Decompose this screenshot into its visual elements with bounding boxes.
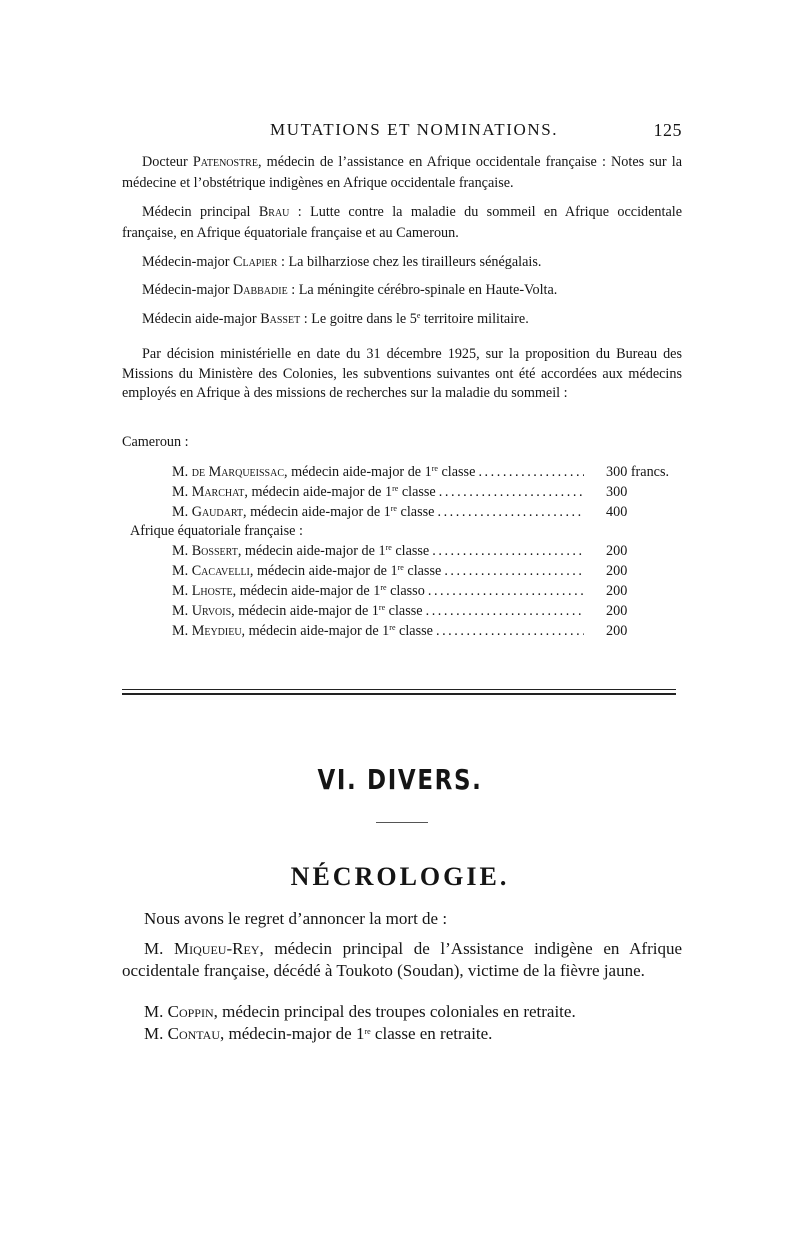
award-amount: 200 bbox=[606, 603, 628, 619]
award-entry: M. Bossert, médecin aide-major de 1re classe . . . bbox=[172, 541, 584, 561]
award-row bbox=[172, 482, 684, 502]
section-divider-thin bbox=[122, 689, 676, 690]
publication-item bbox=[122, 252, 682, 273]
region-title: Afrique équatoriale française : bbox=[130, 523, 303, 539]
region-title: Cameroun : bbox=[122, 434, 189, 450]
ordinal-superscript: re bbox=[364, 1027, 371, 1036]
award-entry: M. de Marqueissac, médecin aide-major de 1re classe . . . bbox=[172, 462, 584, 482]
publication-title: : La bilharziose chez les tirailleurs sénégalais. bbox=[277, 254, 542, 270]
publication-item bbox=[122, 280, 682, 301]
award-amount: 200 bbox=[606, 543, 628, 559]
author-name: Patenostre bbox=[192, 154, 258, 170]
page-number: 125 bbox=[653, 120, 682, 140]
author-rank: Médecin principal bbox=[142, 204, 251, 220]
obituary-entry: M. Contau, médecin-major de 1re classe en retraite. bbox=[144, 1024, 493, 1043]
award-row bbox=[172, 561, 684, 581]
obituary-text: , médecin principal de l’Assistance indigène en Afrique occidentale française, décédé à Toukoto (Soudan), victime de la fièvre jaune. bbox=[122, 939, 682, 980]
award-amount: 300 bbox=[606, 484, 628, 500]
recipient-name: de Marqueissac bbox=[191, 464, 284, 480]
deceased-name: Contau bbox=[167, 1024, 220, 1043]
author-name: Dabbadie bbox=[233, 282, 288, 298]
running-title: MUTATIONS ET NOMINATIONS. bbox=[270, 120, 559, 139]
author-name: Basset bbox=[260, 311, 301, 327]
award-entry: M. Meydieu, médecin aide-major de 1re classe . . . bbox=[172, 621, 584, 641]
section-divider-thick bbox=[122, 693, 676, 695]
award-entry: M. Lhoste, médecin aide-major de 1re classo . . . bbox=[172, 581, 584, 601]
award-entry: M. Marchat, médecin aide-major de 1re classe . . . bbox=[172, 482, 584, 502]
award-entry: M. Gaudart, médecin aide-major de 1re classe . . . bbox=[172, 502, 584, 522]
section-subtitle: NÉCROLOGIE. bbox=[290, 862, 510, 891]
author-rank: Médecin aide-major bbox=[142, 311, 257, 327]
recipient-name: Gaudart bbox=[191, 504, 244, 520]
obituary-intro: Nous avons le regret d’annoncer la mort de : bbox=[144, 909, 448, 928]
award-row bbox=[172, 601, 684, 621]
author-name: Brau bbox=[258, 204, 290, 220]
publication-title: : La méningite cérébro-spinale en Haute-Volta. bbox=[287, 282, 558, 298]
award-amount: 200 bbox=[606, 563, 628, 579]
obituary-text-tail: classe en retraite. bbox=[370, 1024, 493, 1043]
section-title: VI. DIVERS. bbox=[317, 763, 483, 796]
award-row bbox=[172, 502, 684, 522]
award-entry: M. Urvois, médecin aide-major de 1re classe . . . bbox=[172, 601, 584, 621]
award-amount: 200 bbox=[606, 583, 628, 599]
award-row bbox=[172, 621, 684, 641]
publication-title: , médecin de l’assistance en Afrique occidentale française : Notes sur la médecine et l’obstétrique indigènes en Afrique occidentale française. bbox=[122, 154, 682, 191]
publication-item bbox=[122, 152, 682, 194]
recipient-name: Cacavelli bbox=[191, 563, 250, 579]
recipient-name: Bossert bbox=[191, 543, 238, 559]
publication-title-tail: territoire militaire. bbox=[420, 311, 529, 327]
award-entry: M. Cacavelli, médecin aide-major de 1re classe . . . bbox=[172, 561, 584, 581]
obituary-text: , médecin-major de 1 bbox=[220, 1024, 365, 1043]
running-head bbox=[120, 120, 682, 144]
publication-item bbox=[122, 202, 682, 244]
deceased-name: Miqueu-Rey bbox=[174, 939, 260, 958]
recipient-name: Urvois bbox=[191, 603, 232, 619]
publication-title: : Lutte contre la maladie du sommeil en Afrique occidentale française, en Afrique équatoriale française et au Cameroun. bbox=[122, 204, 682, 241]
heading-ornament-rule bbox=[376, 822, 428, 823]
award-amount: 400 bbox=[606, 504, 628, 520]
award-amount: 300 francs. bbox=[606, 464, 670, 480]
award-row bbox=[172, 541, 684, 561]
award-row bbox=[172, 581, 684, 601]
author-rank: Médecin-major bbox=[142, 282, 230, 298]
obituary-text: , médecin principal des troupes coloniales en retraite. bbox=[213, 1002, 576, 1021]
publication-item bbox=[122, 309, 682, 330]
award-row bbox=[172, 462, 684, 482]
obituary-entry: M. Coppin, médecin principal des troupes coloniales en retraite. bbox=[144, 1002, 576, 1021]
author-rank: Médecin-major bbox=[142, 254, 230, 270]
deceased-name: Coppin bbox=[167, 1002, 214, 1021]
decision-paragraph: Par décision ministérielle en date du 31 décembre 1925, sur la proposition du Bureau des Missions du Ministère des Colonies, les subventions suivantes ont été accordées aux médecins employés en Afrique à des missions de recherches sur la maladie du sommeil : bbox=[122, 346, 682, 401]
publication-title: : Le goitre dans le 5 bbox=[300, 311, 417, 327]
recipient-name: Meydieu bbox=[191, 623, 242, 639]
obituary-entry: M. Miqueu-Rey, médecin principal de l’Assistance indigène en Afrique occidentale française, décédé à Toukoto (Soudan), victime de la fièvre jaune. bbox=[122, 939, 682, 980]
author-rank: Docteur bbox=[142, 154, 188, 170]
author-name: Clapier bbox=[233, 254, 278, 270]
recipient-name: Marchat bbox=[191, 484, 245, 500]
recipient-name: Lhoste bbox=[191, 583, 233, 599]
award-amount: 200 bbox=[606, 623, 628, 639]
ordinal-superscript: e bbox=[416, 311, 421, 320]
